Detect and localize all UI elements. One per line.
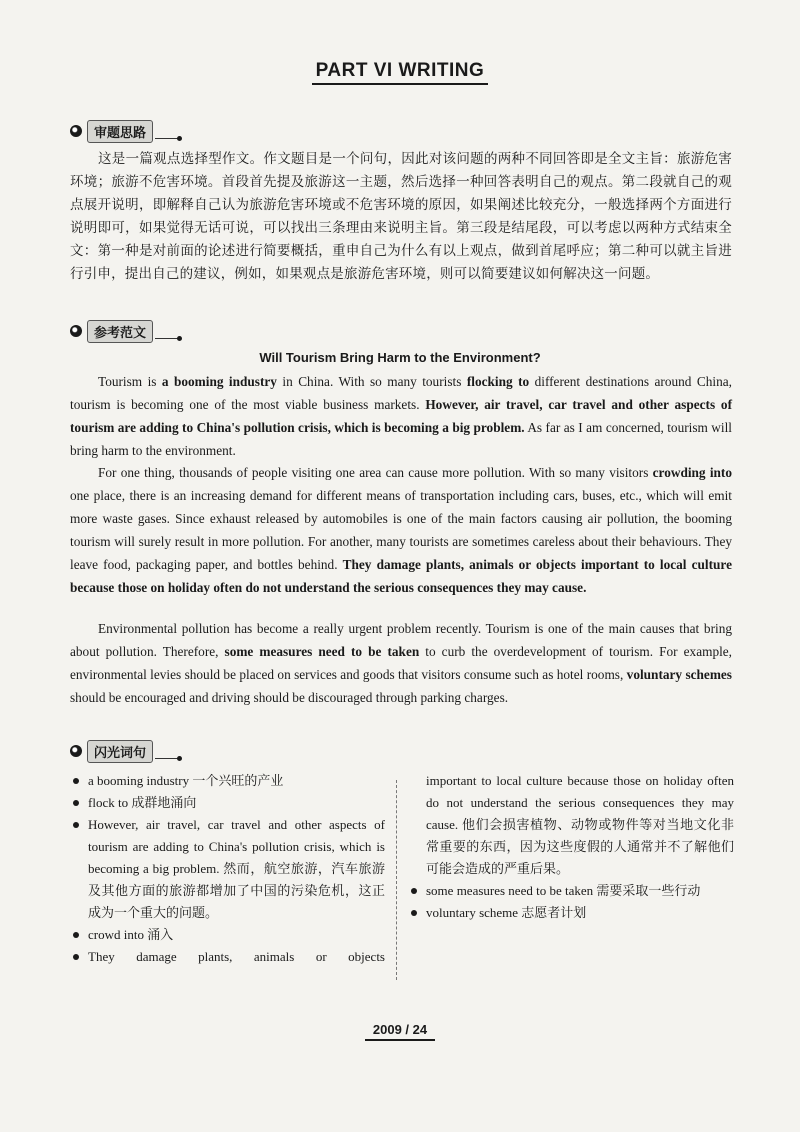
phrase-item [408,880,734,902]
highlight-phrase: a booming industry [161,374,277,389]
phrase-text: voluntary scheme 志愿者计划 [426,905,587,920]
bullet-icon [73,932,79,938]
bullet-icon [411,910,417,916]
phrase-text: crowd into 涌入 [88,927,174,942]
phrase-text: However, air travel, car travel and other aspects of tourism are adding to China's pollution crisis, which is becoming a big problem. 然而，航空旅游，汽车旅游及其他方面的旅游都增加了中国的污染危机，这正成为一个重大的问题。 [88,817,385,920]
phrase-text: important to local culture because those on holiday often do not understand the serious consequences they may cause. 他们会损害植物、动物或物件等对当地文化非常重要的东西，因为这些度假的人通常并不了解他们可能会造成的严重后果。 [426,773,734,876]
phrase-item [70,770,385,792]
column-divider [396,780,397,980]
essay-paragraph-3 [70,617,732,709]
phrase-text: They damage plants, animals or objects [88,949,385,964]
section-tail-icon [155,324,179,339]
text-run: to curb the overdevelopment of tourism. For example, environmental levies should be placed on services and goods that visitors consume such as hotel rooms, [70,644,733,682]
text-run: should be encouraged and driving should be discouraged through parking charges. [70,690,509,705]
essay-paragraph-1 [70,370,732,462]
phrase-text: flock to 成群地涌向 [88,795,197,810]
section-bullet-icon [70,125,82,137]
phrase-text: a booming industry 一个兴旺的产业 [88,773,284,788]
section-label-phrases: 闪光词句 [87,740,153,763]
phrase-item [70,946,385,968]
essay-paragraph-2 [70,461,732,599]
section-tail-icon [155,124,179,139]
analysis-paragraph: 这是一篇观点选择型作文。作文题目是一个问句，因此对该问题的两种不同回答即是全文主旨：旅游危害环境；旅游不危害环境。首段首先提及旅游这一主题，然后选择一种回答表明自己的观点。第二段就自己的观点展开说明，即解释自己认为旅游危害环境或不危害环境的原因，如果阐述比较充分，一般选择两个方面进行说明即可，如果觉得无话可说，可以找出三条理由来说明主旨。第三段是结尾段，可以考虑以两种方式结束全文：第一种是对前面的论述进行简要概括，重申自己为什么有以上观点，做到首尾呼应；第二种可以就主旨进行引申，提出自己的建议，例如，如果观点是旅游危害环境，则可以简要建议如何解决这一问题。 [70,151,732,282]
bullet-icon [73,800,79,806]
highlight-phrase: They damage plants, animals or objects important to local culture because those on holiday often do not understand the serious consequences they may cause. [70,557,732,595]
text-run: Environmental pollution has become a really urgent problem recently. Tourism is one of the main causes that bring about pollution. Therefore, [70,621,732,659]
text-run: one place, there is an increasing demand for different means of transportation including cars, buses, etc., which will emit more waste gases. Since exhaust released by automobiles is one of the main factors causing air pollution, the booming tourism will surely result in more pollution. For another, many tourists are sometimes careless about their behaviours. They leave food, packaging paper, and bottles behind. [70,488,732,572]
phrase-item [70,924,385,946]
text-run: in China. With so many tourists [276,374,467,389]
highlight-phrase: some measures need to be taken [224,644,420,659]
essay-title: Will Tourism Bring Harm to the Environment? [259,350,541,365]
text-run: Tourism is [98,374,162,389]
highlight-phrase: flocking to [466,374,530,389]
section-label-sample: 参考范文 [87,320,153,343]
phrase-item [70,792,385,814]
phrase-text: some measures need to be taken 需要采取一些行动 [426,883,701,898]
text-run: As far as I am concerned, tourism will bring harm to the environment. [70,420,732,458]
section-bullet-icon [70,325,82,337]
text-run: For one thing, thousands of people visiting one area can cause more pollution. With so many visitors [98,465,653,480]
phrase-item [408,902,734,924]
part-title [0,60,800,82]
text-run: different destinations around China, tourism is becoming one of the most viable business markets. [70,374,732,412]
page-number: 2009 / 24 [365,1022,435,1041]
highlight-phrase: crowding into [652,465,732,480]
section-label-analysis: 审题思路 [87,120,153,143]
highlight-phrase: However, air travel, car travel and other aspects of tourism are adding to China's pollution crisis, which is becoming a big problem. [70,397,732,435]
part-title-text: PART VI WRITING [312,60,489,85]
bullet-icon [73,954,79,960]
page-footer [0,1022,800,1037]
phrases-right-column [408,770,734,924]
section-bullet-icon [70,745,82,757]
section-head-sample [70,320,179,342]
phrases-left-column [70,770,385,968]
phrase-item [70,814,385,924]
phrase-item-continued [408,770,734,880]
bullet-icon [73,778,79,784]
section-head-phrases [70,740,179,762]
section-tail-icon [155,744,179,759]
highlight-phrase: voluntary schemes [626,667,732,682]
bullet-icon [411,888,417,894]
bullet-icon [73,822,79,828]
section-head-analysis [70,120,179,142]
